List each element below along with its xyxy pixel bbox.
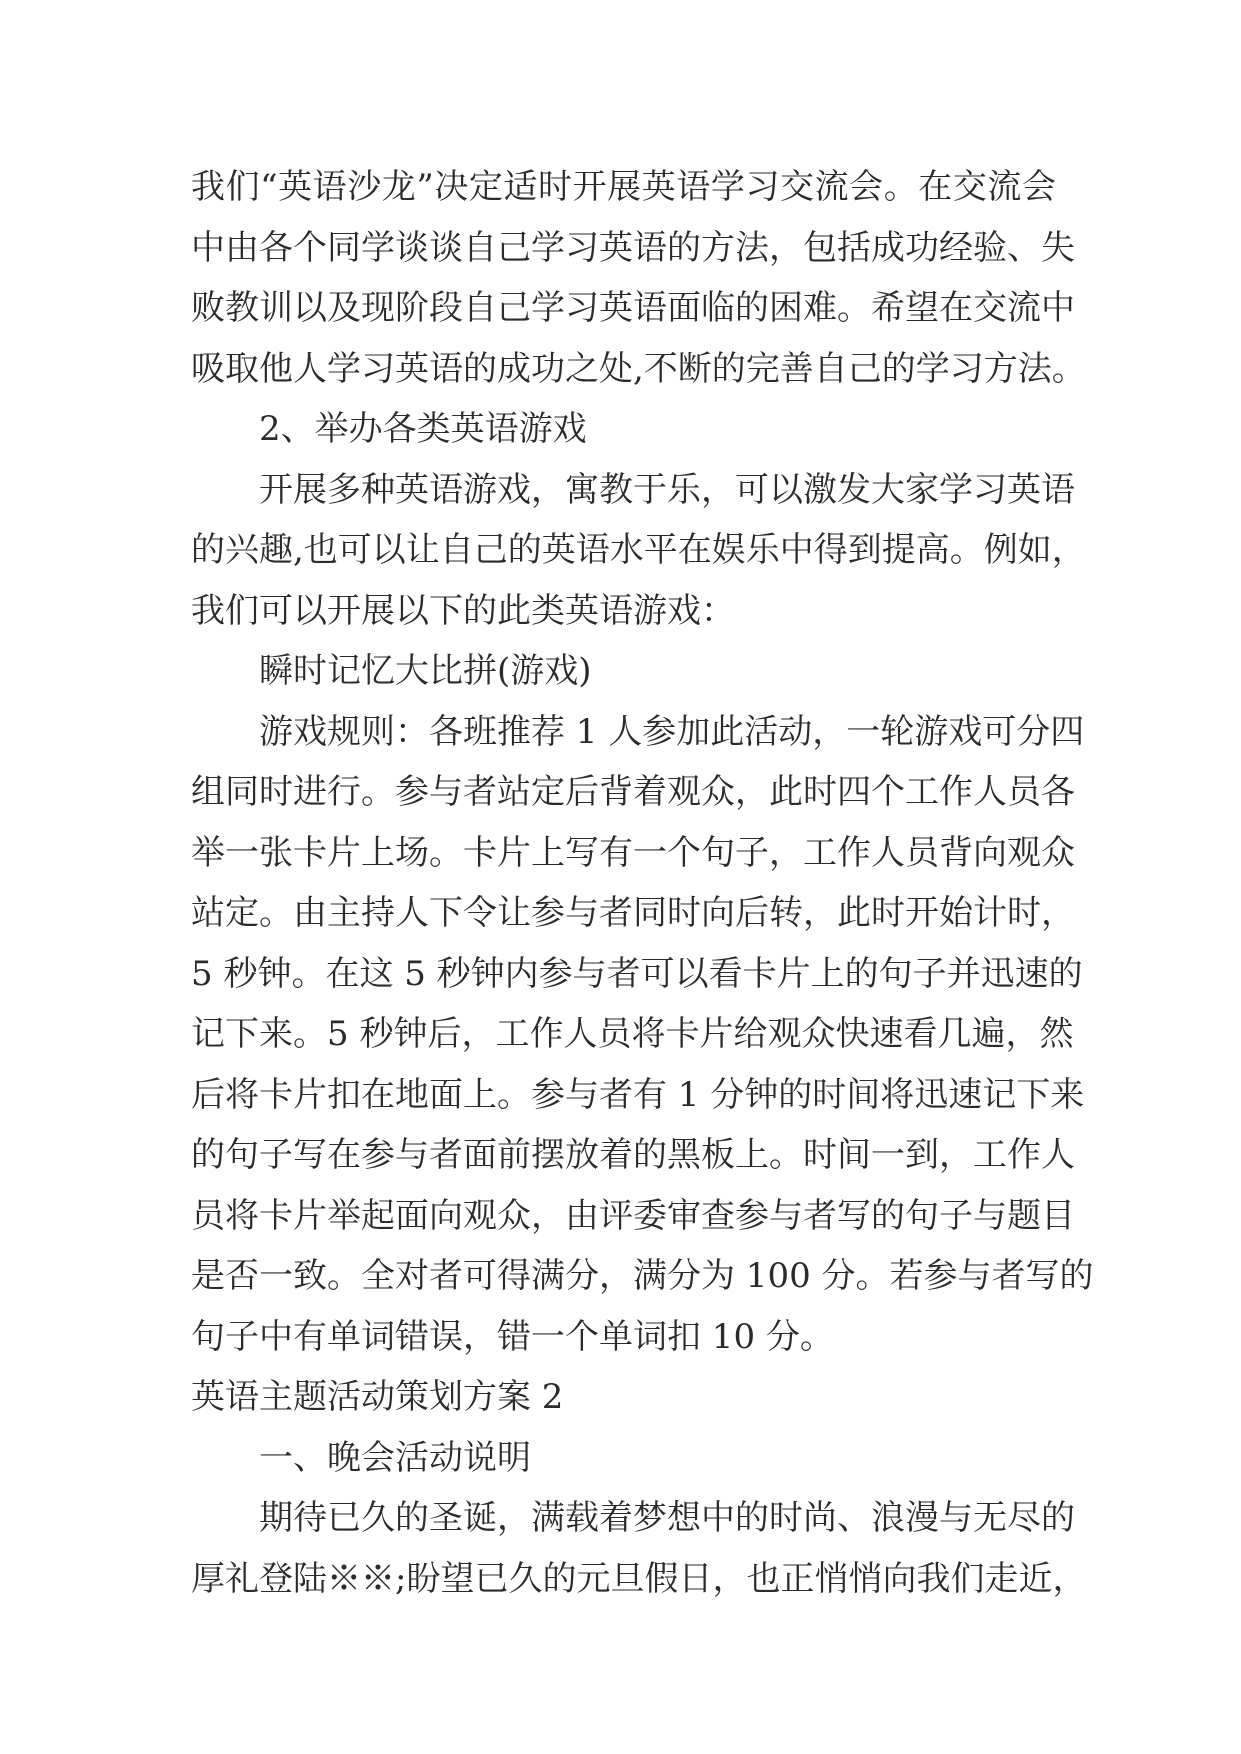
body-line: 员将卡片举起面向观众，由评委审查参与者写的句子与题目 bbox=[191, 1195, 1075, 1236]
game-title: 瞬时记忆大比拼(游戏) bbox=[259, 651, 592, 691]
body-line: 厚礼登陆※※;盼望已久的元旦假日，也正悄悄向我们走近， bbox=[191, 1558, 1087, 1599]
paragraph-first-line: 开展多种英语游戏，寓教于乐，可以激发大家学习英语 bbox=[259, 469, 1075, 510]
paragraph-first-line: 期待已久的圣诞，满载着梦想中的时尚、浪漫与无尽的 bbox=[259, 1498, 1075, 1538]
body-line: 败教训以及现阶段自己学习英语面临的困难。希望在交流中 bbox=[191, 288, 1075, 328]
section-heading: 一、晚会活动说明 bbox=[259, 1437, 531, 1478]
body-line: 是否一致。全对者可得满分，满分为 100 分。若参与者写的 bbox=[191, 1256, 1094, 1296]
body-line: 我们可以开展以下的此类英语游戏： bbox=[191, 590, 735, 631]
body-line: 5 秒钟。在这 5 秒钟内参与者可以看卡片上的句子并迅速的 bbox=[191, 953, 1083, 994]
body-line: 举一张卡片上场。卡片上写有一个句子，工作人员背向观众 bbox=[191, 832, 1075, 873]
body-line: 站定。由主持人下令让参与者同时向后转，此时开始计时， bbox=[191, 893, 1075, 933]
body-line: 记下来。5 秒钟后，工作人员将卡片给观众快速看几遍，然 bbox=[191, 1014, 1074, 1054]
document-title: 英语主题活动策划方案 2 bbox=[191, 1377, 564, 1417]
body-line: 后将卡片扣在地面上。参与者有 1 分钟的时间将迅速记下来 bbox=[191, 1074, 1085, 1115]
paragraph-first-line: 游戏规则：各班推荐 1 人参加此活动，一轮游戏可分四 bbox=[259, 711, 1085, 752]
body-line: 我们“英语沙龙”决定适时开展英语学习交流会。在交流会 bbox=[191, 167, 1056, 207]
body-line: 吸取他人学习英语的成功之处,不断的完善自己的学习方法。 bbox=[191, 348, 1086, 389]
section-heading: 2、举办各类英语游戏 bbox=[259, 409, 587, 449]
body-line: 中由各个同学谈谈自己学习英语的方法，包括成功经验、失 bbox=[191, 227, 1075, 268]
body-line: 的句子写在参与者面前摆放着的黑板上。时间一到，工作人 bbox=[191, 1135, 1075, 1175]
body-line: 句子中有单词错误，错一个单词扣 10 分。 bbox=[191, 1316, 834, 1357]
body-line: 的兴趣,也可以让自己的英语水平在娱乐中得到提高。例如， bbox=[191, 530, 1086, 570]
document-body bbox=[191, 157, 1094, 1609]
body-line: 组同时进行。参与者站定后背着观众，此时四个工作人员各 bbox=[191, 772, 1075, 812]
